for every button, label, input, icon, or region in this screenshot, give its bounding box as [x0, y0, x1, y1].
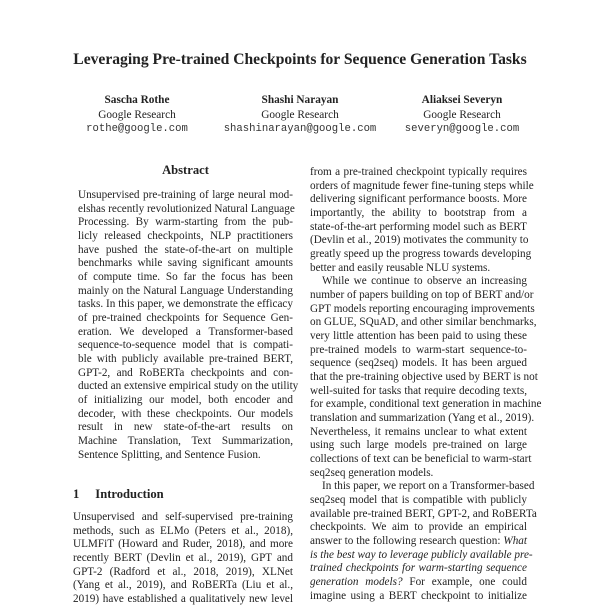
- author-name: Sascha Rothe: [104, 94, 170, 106]
- text-line: Unsupervised pre-training of large neural mod-: [78, 189, 293, 201]
- author-name: Shashi Narayan: [261, 94, 339, 106]
- text-line: (Devlin et al., 2019) motivates the community to: [310, 234, 529, 247]
- text-line: of pre-trained checkpoints for Sequence Gen-: [78, 312, 293, 325]
- section-heading-introduction: [73, 487, 164, 502]
- section-title: Introduction: [95, 487, 164, 501]
- text-line: sequence-to-sequence model that is compati-: [78, 339, 293, 352]
- text-line: seq2seq model that is compatible with publicly: [310, 494, 527, 507]
- text-line: of compute time. So far the focus has been: [78, 271, 293, 284]
- text-line: delivering significant performance boosts. More: [310, 193, 527, 206]
- text-line: ULMFiT (Howard and Ruder, 2018), and more: [73, 538, 293, 551]
- text-line: decoder, with these checkpoints. Our models: [78, 407, 293, 420]
- text-line: (Yang et al., 2019), and RoBERTa (Liu et al.,: [73, 579, 293, 592]
- text-line: recently BERT (Devlin et al., 2019), GPT and: [73, 552, 293, 565]
- text-line: result in new state-of-the-art results on: [78, 421, 293, 434]
- author-email[interactable]: rothe@google.com: [86, 123, 188, 135]
- text-line: elshas recently revolutionized Natural Language: [78, 202, 295, 215]
- text-line: state-of-the-art performing model such as BERT: [310, 220, 527, 233]
- abstract-heading: Abstract: [162, 163, 209, 177]
- section-number: 1: [73, 487, 80, 501]
- text-line: While we continue to observe an increasing: [322, 275, 527, 288]
- text-line: is the best way to leverage publicly available pre-: [310, 548, 533, 561]
- text-line: Unsupervised and self-supervised pre-training: [73, 511, 293, 523]
- introduction-right-column: [310, 166, 542, 604]
- text-line: GPT-2 (Radford et al., 2018, 2019), XLNet: [73, 565, 293, 578]
- author-email[interactable]: shashinarayan@google.com: [223, 123, 377, 135]
- author-3: [362, 93, 562, 137]
- text-line: ble with publicly available pre-trained BERT,: [78, 353, 293, 366]
- text-line: benchmarks while saving significant amounts: [78, 257, 293, 270]
- text-line: have pushed the state-of-the-art on multiple: [78, 243, 293, 256]
- text-line: Processing. By warm-starting from the pub-: [78, 216, 293, 229]
- text-line: ducted an extensive empirical study on the utility: [78, 380, 299, 393]
- author-affiliation: Google Research: [98, 108, 176, 121]
- text-line: for example, conditional text generation in machine: [310, 398, 542, 411]
- author-name: Aliaksei Severyn: [421, 94, 503, 106]
- text-line: tasks. In this paper, we demonstrate the efficacy: [78, 298, 293, 311]
- introduction-left-column: [73, 511, 293, 607]
- paper-title: Leveraging Pre-trained Checkpoints for Sequence Generation Tasks: [73, 51, 527, 68]
- abstract-body: [78, 189, 299, 462]
- text-line: GPT-2, and RoBERTa checkpoints and con-: [78, 366, 293, 379]
- text-line: importantly, the ability to bootstrap from a: [310, 207, 527, 220]
- text-line: methods, such as ELMo (Peters et al., 2018),: [73, 524, 293, 537]
- author-affiliation: Google Research: [423, 108, 501, 121]
- text-line: very little attention has been paid to using these: [310, 330, 527, 343]
- text-line: translation and summarization (Yang et al., 2019).: [310, 412, 535, 425]
- text-line: In this paper, we report on a Transformer-based: [322, 480, 535, 493]
- text-line: well-suited for tasks that require decoding texts,: [310, 384, 527, 397]
- text-line: trained checkpoints for warm-starting sequence: [310, 562, 527, 575]
- text-line: generation models? For example, one could: [310, 576, 527, 589]
- text-line: collections of text can be beneficial to warm-start: [310, 453, 532, 466]
- text-line: available pre-trained BERT, GPT-2, and RoBERTa: [310, 507, 537, 520]
- text-line: 2019) have established a qualitatively new level: [73, 593, 293, 606]
- author-email[interactable]: severyn@google.com: [404, 123, 520, 135]
- text-line: pre-trained models to warm-start sequence-to-: [310, 343, 527, 356]
- text-line: GPT models reporting encouraging improvements: [310, 302, 535, 315]
- text-line: mainly on the Natural Language Understanding: [78, 284, 293, 297]
- text-line: greatly speed up the progress towards developing: [310, 248, 532, 261]
- text-line: seq2seq generation models.: [310, 466, 434, 479]
- text-line: imagine using a BERT checkpoint to initialize: [310, 589, 527, 602]
- text-line: Sentence Splitting, and Sentence Fusion.: [78, 448, 261, 461]
- text-line: sequence (seq2seq) models. It has been argued: [310, 357, 527, 370]
- text-line: orders of magnitude fewer fine-tuning steps while: [310, 179, 534, 192]
- text-line: that the pre-training objective used by BERT is not: [310, 371, 538, 384]
- text-line: Nevertheless, it remains unclear to what extent: [310, 425, 527, 438]
- text-line: checkpoints. We aim to provide an empirical: [310, 521, 527, 534]
- text-line: better and easily reusable NLU systems.: [310, 261, 491, 274]
- text-line: Machine Translation, Text Summarization,: [78, 435, 293, 448]
- text-line: eration. We developed a Transformer-based: [78, 325, 293, 338]
- author-affiliation: Google Research: [261, 108, 339, 121]
- text-line: from a pre-trained checkpoint typically requires: [310, 166, 527, 178]
- text-line: using such large models pre-trained on large: [310, 439, 527, 452]
- text-line: licly released checkpoints, NLP practitioners: [78, 230, 293, 243]
- text-line: on GLUE, SQuAD, and other similar benchmarks,: [310, 316, 537, 329]
- text-line: of initializing our model, both encoder and: [78, 394, 293, 407]
- text-line: answer to the following research question: What: [310, 535, 527, 548]
- text-line: number of papers building on top of BERT and/or: [310, 289, 534, 302]
